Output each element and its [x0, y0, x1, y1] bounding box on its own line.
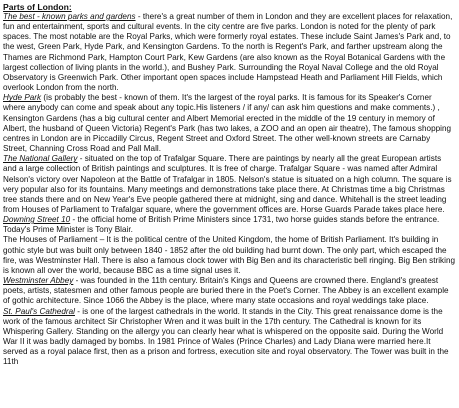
- section-body: - was founded in the 11th century. Britain's Kings and Queens are crowned there. England's greatest poets, artists, statesmen and other famous people are buried there in the Poet's Corner. The Abbey is an excellent example of gothic architecture. Since 1066 the Abbey is the place, where many state occasions and royal weddings take place.: [3, 276, 449, 306]
- paragraph-hyde-park: [3, 93, 456, 154]
- paragraph-national-gallery: [3, 154, 456, 215]
- section-body: - the official home of British Prime Ministers since 1731, two horse guides stands before the entrance. Today's Prime Minister is Tony Blair.: [3, 215, 440, 235]
- section-body: - is one of the largest cathedrals in the world. It stands in the City. This great renaissance dome is the work of the famous architect Sir Christopher Wren and it was built in the 17th century. The Cathedral is known for its Whispering Gallery. Standing on the allergy you can clearly hear what is whispered on the opposite said. During the World War II it was badly damaged by bombs. In 1981 Prince of Wales (Prince Charles) and Lady Diana were married here.It served as a royal palace first, then as a prison and fortress, execution site and royal observatory. The Tower was built in the 11th: [3, 306, 449, 367]
- section-heading: Westminster Abbey: [3, 276, 74, 286]
- section-heading: The best - known parks and gardens: [3, 12, 136, 21]
- section-heading: St. Paul's Cathedral: [3, 306, 75, 316]
- document-title: Parts of London:: [3, 2, 72, 12]
- section-body: - situated on the top of Trafalgar Square. There are paintings by nearly all the great European artists and a large collection of British paintings and sculptures. It is free of charge. Trafalgar Square - was named after Admiral Nelson's victory over Napoleon at the Battle of Trafalgar in 1805. Nelson's statue is situated on a high column. The square is very popular also for its fountains. Many meetings and demonstrations take place there. At Christmas time a big Christmas tree stands there and on New Year's Eve people gathered there at midnight, sing and dance. Whitehall is the street leading from Houses of Parliament to Trafalgar square, where the government offices are. Horse Guards Parade takes place here.: [3, 154, 452, 214]
- section-heading: Downing Street 10: [3, 215, 71, 225]
- section-heading: Hyde Park: [3, 93, 42, 103]
- section-body: (is probably the best - known of them. It's the largest of the royal parks. It is famous for its Speaker's Corner where anybody can come and speak about any topic.His listeners / if any/ can ask him questions and make comments.) , Kensington Gardens (has a big cultural center and Albert Memorial erected in the middle of the 19 century in memory of Albert, the husband of Queen Victoria) Regent's Park (has two lakes, a ZOO and an open air theatre), The famous shopping centres in London are in Piccadilly Circus, Regent Street and Oxford Street. The other well-known streets are Carnaby Street, Channing Cross Road and Pall Mall.: [3, 93, 452, 154]
- section-body: - there's a great number of them in London and they are excellent places for relaxation, fun and entertainment, sports and cultural events. In the city centre are five parks. London is noted for the plenty of park spaces. The most notable are the Royal Parks, which were formerly royal estates. These include Saint James's Park and, to the west, Green Park, Hyde Park, and Kensington Gardens. To the north is Regent's Park, and farther upstream along the Thames are Richmond Park, Hampton Court Park, Kew Gardens (are also known as the Royal Botanical Gardens with the largest collection of living plants in the world.), and Bushey Park. Surrounding the Royal Naval College and the old Royal Observatory is Greenwich Park. Other important open spaces include Hampstead Heath and Parliament Hill Fields, which overlook London from the north.: [3, 12, 453, 93]
- paragraph-downing-street: [3, 215, 456, 235]
- paragraph-westminster-abbey: [3, 276, 456, 306]
- paragraph-st-pauls: [3, 307, 456, 368]
- section-body: The Houses of Parliament – It is the political centre of the United Kingdom, the home of British Parliament. It's building in gothic style but was built only between 1840 - 1852 after the old building had burnt down. The only part, which escaped the fire, was Westminster Hall. There is also a famous clock tower with Big Ben and its characteristic bell ringing. Big Ben striking is known all over the world, because BBC as a time signal uses it.: [3, 235, 456, 275]
- paragraph-parks: [3, 12, 456, 93]
- section-heading: The National Gallery: [3, 154, 78, 164]
- paragraph-houses-of-parliament: [3, 235, 456, 276]
